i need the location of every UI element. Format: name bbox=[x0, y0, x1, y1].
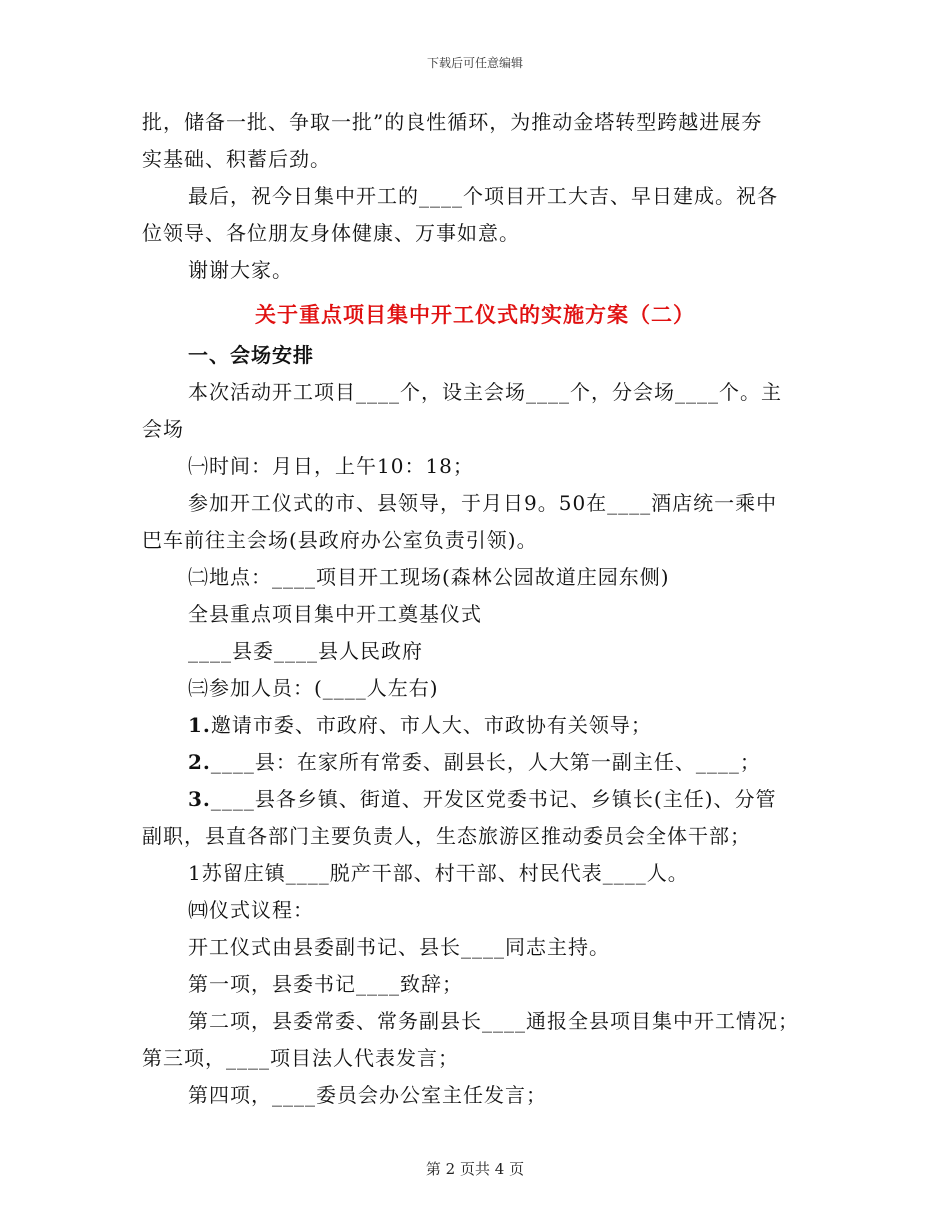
list-item-number: 1. bbox=[188, 713, 211, 737]
page-footer: 第 2 页共 4 页 bbox=[425, 1160, 525, 1178]
paragraph-line: 副职，县直各部门主要负责人，生态旅游区推动委员会全体干部； bbox=[142, 824, 751, 848]
section-title: 关于重点项目集中开工仪式的实施方案（二） bbox=[255, 302, 695, 327]
list-item bbox=[142, 781, 808, 818]
list-item-number: 3. bbox=[188, 787, 211, 811]
document-body bbox=[142, 104, 808, 1114]
list-item-text: ____县各乡镇、街道、开发区党委书记、乡镇长(主任)、分管 bbox=[210, 787, 777, 811]
list-item bbox=[142, 744, 808, 781]
paragraph-line: 最后，祝今日集中开工的____个项目开工大吉、早日建成。祝各 bbox=[188, 184, 778, 208]
paragraph-line: 巴车前往主会场(县政府办公室负责引领)。 bbox=[142, 528, 538, 552]
section-heading: 一、会场安排 bbox=[188, 343, 314, 367]
paragraph-line: ____县委____县人民政府 bbox=[188, 639, 423, 663]
paragraph-line: 位领导、各位朋友身体健康、万事如意。 bbox=[142, 221, 520, 245]
paragraph-line: ㈣仪式议程： bbox=[188, 898, 314, 922]
paragraph-line: 1苏留庄镇____脱产干部、村干部、村民代表____人。 bbox=[188, 861, 689, 885]
list-item bbox=[142, 707, 808, 744]
paragraph-line: 开工仪式由县委副书记、县长____同志主持。 bbox=[188, 935, 610, 959]
paragraph-line: 参加开工仪式的市、县领导，于月日9。50在____酒店统一乘中 bbox=[188, 491, 778, 515]
page-header: 下载后可任意编辑 bbox=[426, 56, 523, 70]
paragraph-line: ㈡地点：____项目开工现场(森林公园故道庄园东侧) bbox=[188, 565, 670, 589]
paragraph-line: 第二项，县委常委、常务副县长____通报全县项目集中开工情况； bbox=[188, 1009, 799, 1033]
paragraph-line: 全县重点项目集中开工奠基仪式 bbox=[188, 602, 482, 626]
paragraph-line: 本次活动开工项目____个，设主会场____个，分会场____个。主 bbox=[188, 380, 782, 404]
paragraph-line: 实基础、积蓄后劲。 bbox=[142, 147, 331, 171]
paragraph-line: 第一项，县委书记____致辞； bbox=[188, 972, 463, 996]
paragraph-line: 批，储备一批、争取一批”的良性循环，为推动金塔转型跨越进展夯 bbox=[142, 110, 763, 134]
paragraph-line: 第四项，____委员会办公室主任发言； bbox=[188, 1083, 547, 1107]
list-item-number: 2. bbox=[188, 750, 211, 774]
paragraph-line: 会场 bbox=[142, 417, 184, 441]
list-item-text: ____县：在家所有常委、副县长，人大第一副主任、____； bbox=[210, 750, 761, 774]
list-item-text: 邀请市委、市政府、市人大、市政协有关领导； bbox=[210, 713, 652, 737]
paragraph-line: 谢谢大家。 bbox=[188, 258, 293, 282]
paragraph-line: ㈠时间：月日，上午10：18； bbox=[188, 454, 474, 478]
paragraph-line: 第三项，____项目法人代表发言； bbox=[142, 1046, 459, 1070]
paragraph-line: ㈢参加人员：(____人左右) bbox=[188, 676, 439, 700]
